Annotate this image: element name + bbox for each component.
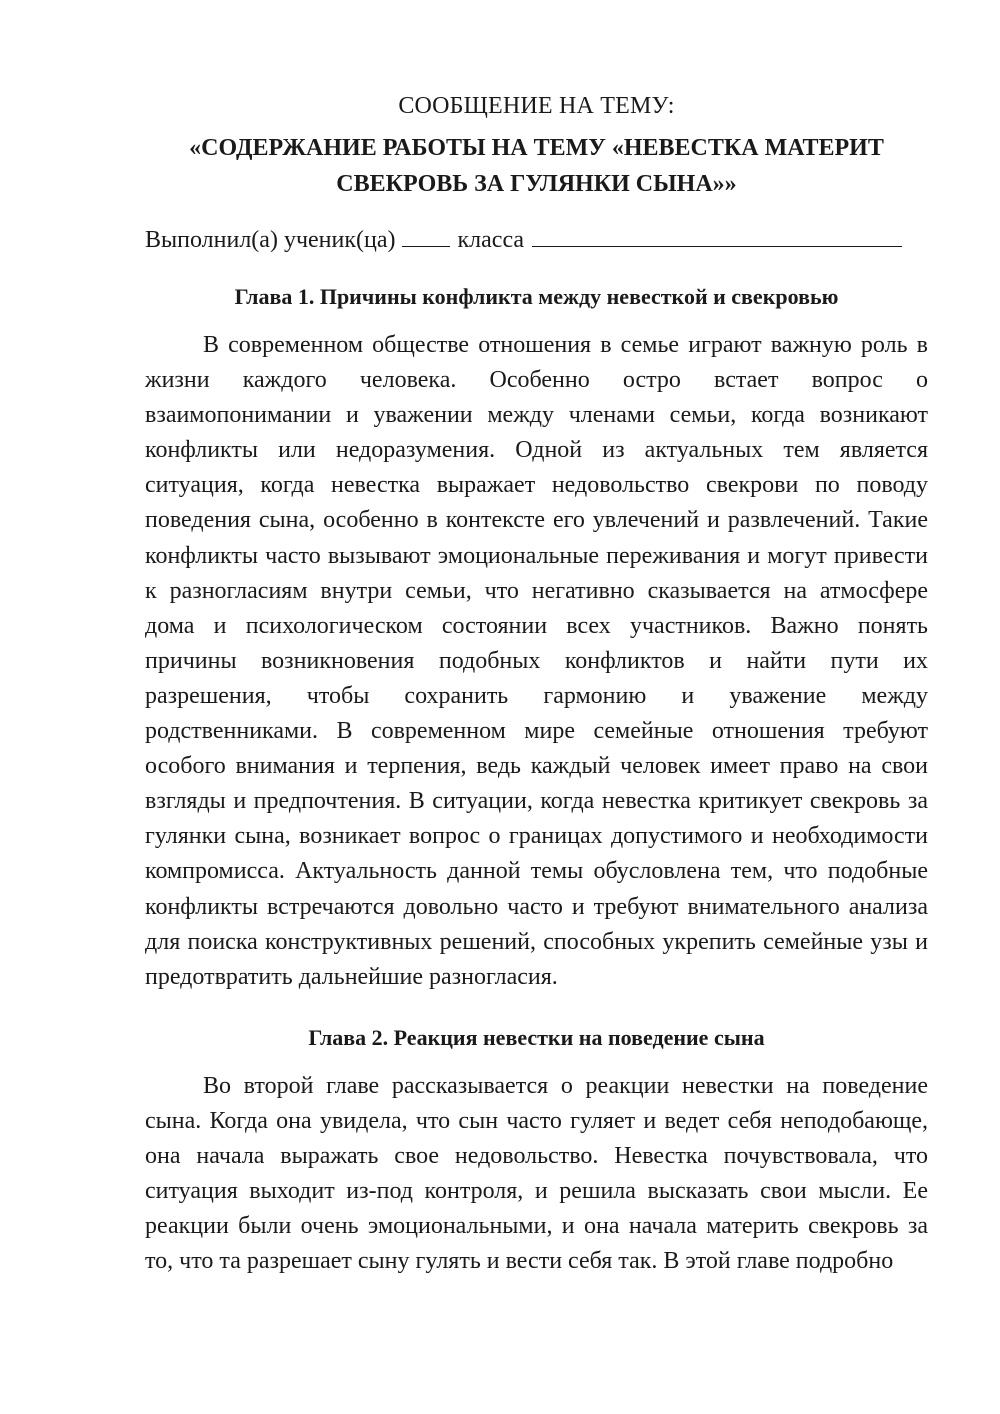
chapter-1-heading: Глава 1. Причины конфликта между невесткой и свекровью (234, 284, 839, 309)
document-page (145, 88, 928, 1279)
document-title-line-2: СВЕКРОВЬ ЗА ГУЛЯНКИ СЫНА»» (336, 171, 737, 197)
chapter-1-paragraph: В современном обществе отношения в семье играют важную роль в жизни каждого человека. Особенно остро встает вопрос о взаимопонимании и уважении между членами семьи, когда возникают конфликты или недоразумения. Одной из актуальных тем является ситуация, когда невестка выражает недовольство свекрови по поводу поведения сына, особенно в контексте его увлечений и развлечений. Такие конфликты часто вызывают эмоциональные переживания и могут привести к разногласиям внутри семьи, что негативно сказывается на атмосфере дома и психологическом состоянии всех участников. Важно понять причины возникновения подобных конфликтов и найти пути их разрешения, чтобы сохранить гармонию и уважение между родственниками. В современном мире семейные отношения требуют особого внимания и терпения, ведь каждый человек имеет право на свои взгляды и предпочтения. В ситуации, когда невестка критикует свекровь за гулянки сына, возникает вопрос о границах допустимого и необходимости компромисса. Актуальность данной темы обусловлена тем, что подобные конфликты встречаются довольно часто и требуют внимательного анализа для поиска конструктивных решений, способных укрепить семейные узы и предотвратить дальнейшие разногласия. (145, 332, 928, 990)
document-label: СООБЩЕНИЕ НА ТЕМУ: (398, 93, 675, 119)
class-word: класса (457, 227, 525, 253)
grade-blank (402, 222, 450, 247)
document-title (145, 130, 928, 202)
chapter-2-paragraph: Во второй главе рассказывается о реакции невестки на поведение сына. Когда она увидела, что сын часто гуляет и ведет себя неподобающе, она начала выражать свое недовольство. Невестка почувствовала, что ситуация выходит из-под контроля, и решила высказать свои мысли. Ее реакции были очень эмоциональными, и она начала материть свекровь за то, что та разрешает сыну гулять и вести себя так. В этой главе подробно (145, 1072, 928, 1275)
document-title-line-1: «СОДЕРЖАНИЕ РАБОТЫ НА ТЕМУ «НЕВЕСТКА МАТЕРИТ (189, 135, 884, 161)
author-prefix: Выполнил(а) ученик(ца) (145, 227, 396, 253)
chapter-2-heading: Глава 2. Реакция невестки на поведение сына (308, 1024, 765, 1050)
class-blank (532, 222, 902, 247)
author-line (145, 222, 928, 258)
